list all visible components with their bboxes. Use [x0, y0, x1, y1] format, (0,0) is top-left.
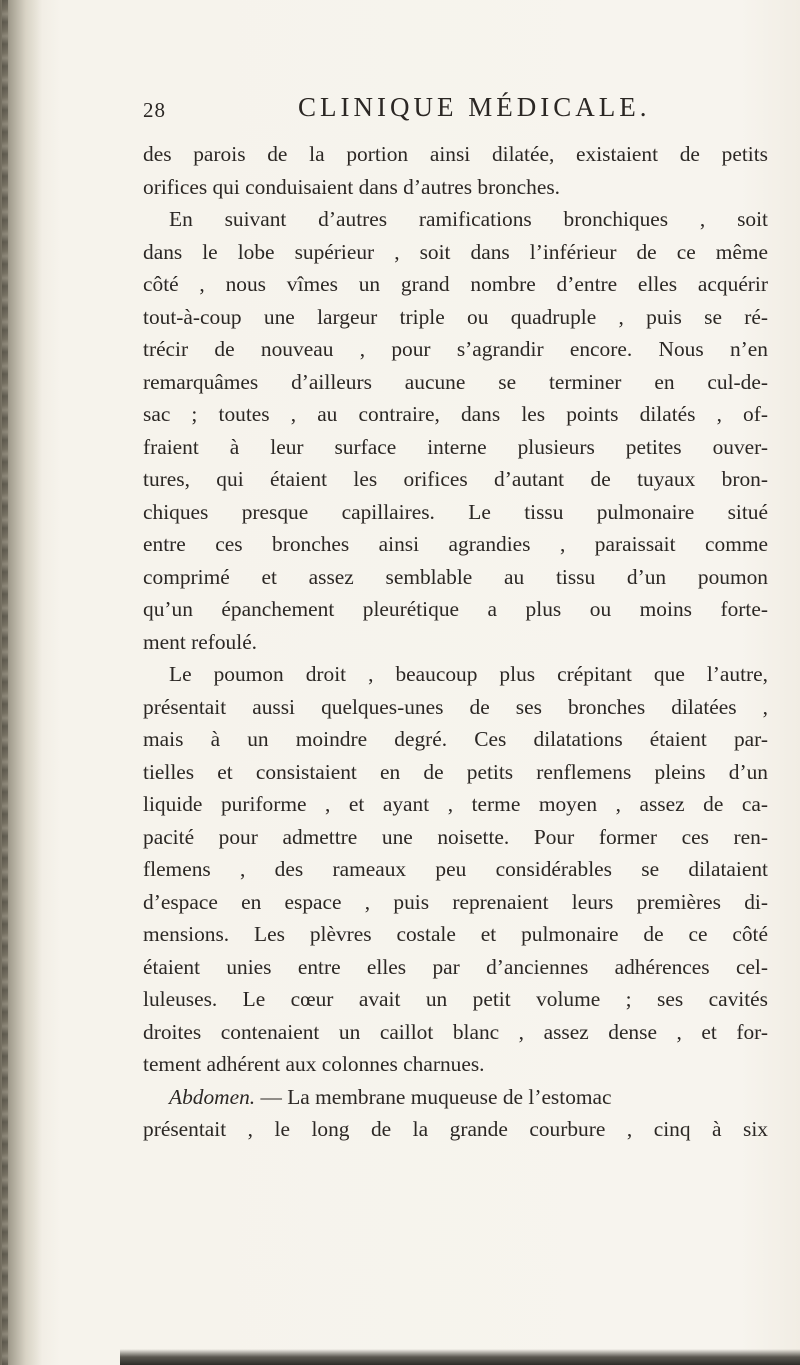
text-line: mensions. Les plèvres costale et pulmonaire de ce côté	[143, 922, 768, 946]
text-line: droites contenaient un caillot blanc , assez dense , et for-	[143, 1019, 768, 1044]
text-line: sac ; toutes , au contraire, dans les points dilatés , of-	[143, 402, 768, 426]
page-header	[143, 92, 663, 132]
text-line: d’espace en espace , puis reprenaient leurs premières di-	[143, 889, 768, 914]
text-line: tout-à-coup une largeur triple ou quadruple , puis se ré-	[143, 304, 768, 329]
text-line: tures, qui étaient les orifices d’autant de tuyaux bron-	[143, 467, 768, 491]
text-line: mais à un moindre degré. Ces dilatations étaient par-	[143, 727, 768, 751]
text-line: qu’un épanchement pleurétique a plus ou moins forte-	[143, 597, 768, 621]
text-line: présentait aussi quelques-unes de ses bronches dilatées ,	[143, 694, 768, 719]
text-line: chiques presque capillaires. Le tissu pulmonaire situé	[143, 499, 768, 524]
text-line: comprimé et assez semblable au tissu d’un poumon	[143, 564, 768, 589]
text-line: pacité pour admettre une noisette. Pour former ces ren-	[143, 824, 768, 849]
text-line: luleuses. Le cœur avait un petit volume ; ses cavités	[143, 987, 768, 1011]
text-line: En suivant d’autres ramifications bronchiques , soit	[169, 207, 768, 231]
abdomen-paragraph-start	[143, 1081, 768, 1114]
text-line: étaient unies entre elles par d’anciennes adhérences cel-	[143, 954, 768, 979]
text-line: Le poumon droit , beaucoup plus crépitant que l’autre,	[169, 662, 768, 686]
text-line: flemens , des rameaux peu considérables se dilataient	[143, 857, 768, 881]
text-line: trécir de nouveau , pour s’agrandir encore. Nous n’en	[143, 337, 768, 361]
text-line: tement adhérent aux colonnes charnues.	[143, 1052, 485, 1076]
text-line: dans le lobe supérieur , soit dans l’inférieur de ce même	[143, 239, 768, 264]
text-line: tielles et consistaient en de petits renflemens pleins d’un	[143, 759, 768, 784]
running-title: CLINIQUE MÉDICALE.	[298, 92, 651, 122]
text-line: présentait , le long de la grande courbure , cinq à six	[143, 1117, 768, 1141]
text-line: fraient à leur surface interne plusieurs petites ouver-	[143, 434, 768, 459]
page-number: 28	[143, 98, 166, 122]
text-line: remarquâmes d’ailleurs aucune se terminer en cul-de-	[143, 369, 768, 394]
body-text	[143, 138, 768, 1146]
text-line: orifices qui conduisaient dans d’autres bronches.	[143, 174, 560, 199]
text-line: côté , nous vîmes un grand nombre d’entre elles acquérir	[143, 272, 768, 296]
text-line: entre ces bronches ainsi agrandies , paraissait comme	[143, 532, 768, 556]
binding-edge	[2, 0, 8, 1365]
section-heading-abdomen: Abdomen.	[169, 1084, 256, 1109]
text-line: des parois de la portion ainsi dilatée, existaient de petits	[143, 142, 768, 166]
text-line-rest: — La membrane muqueuse de l’estomac	[255, 1084, 612, 1109]
text-line: ment refoulé.	[143, 629, 258, 654]
text-line: liquide puriforme , et ayant , terme moyen , assez de ca-	[143, 792, 768, 816]
page-bottom-shadow	[120, 1349, 800, 1365]
